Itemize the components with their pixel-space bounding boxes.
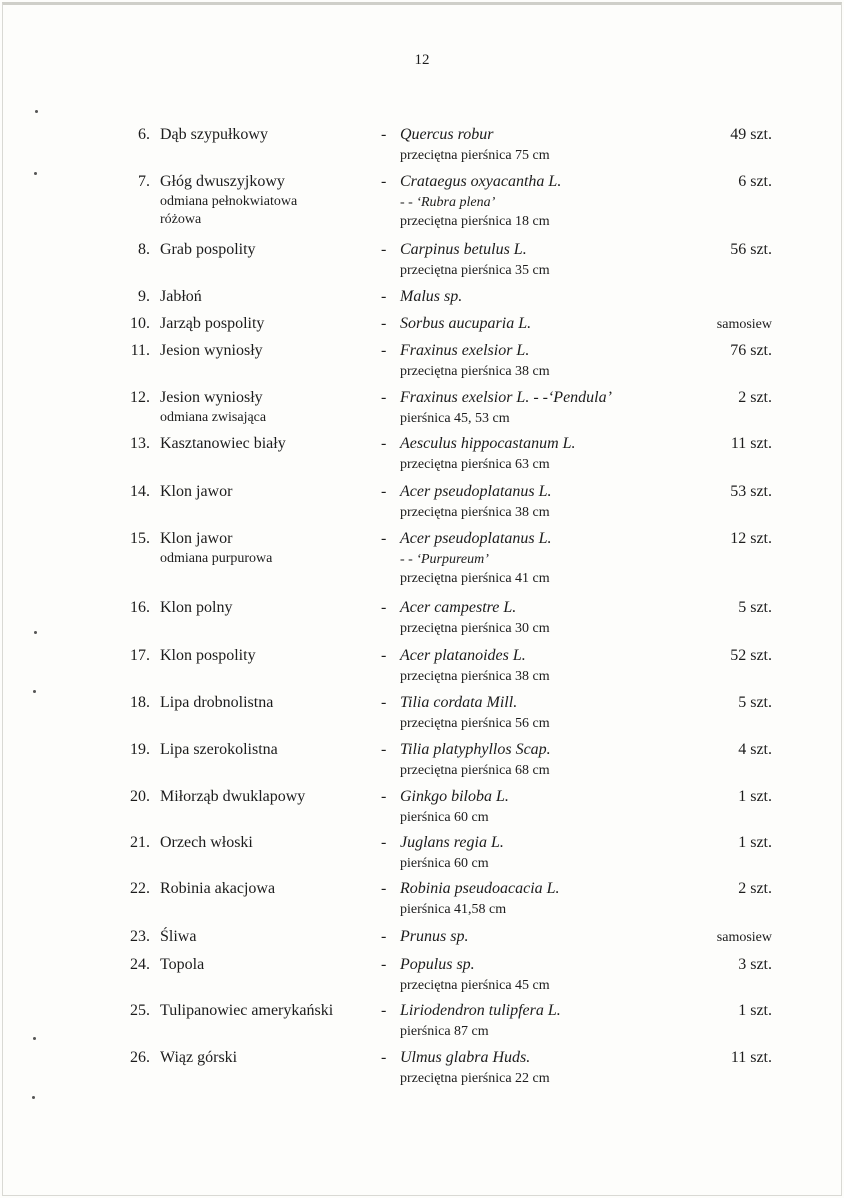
- measurement: pierśnica 45, 53 cm: [400, 410, 510, 426]
- polish-name: [160, 482, 370, 503]
- item-number: 26.: [130, 1049, 150, 1066]
- measurement: przeciętna pierśnica 18 cm: [400, 214, 550, 230]
- latin-name: Fraxinus exelsior L.: [400, 342, 530, 359]
- latin-column: [400, 482, 700, 522]
- count: 1 szt.: [738, 1002, 772, 1019]
- latin-name: Acer campestre L.: [400, 599, 517, 616]
- count: 76 szt.: [730, 342, 772, 359]
- polish-name: [160, 172, 370, 229]
- latin-column: [400, 740, 700, 780]
- separator-dash: -: [381, 694, 387, 711]
- measurement: przeciętna pierśnica 30 cm: [400, 620, 550, 636]
- latin-column: [400, 787, 700, 827]
- count: 5 szt.: [738, 599, 772, 616]
- latin-name: Ginkgo biloba L.: [400, 788, 509, 805]
- item-number: 20.: [130, 788, 150, 805]
- measurement: przeciętna pierśnica 22 cm: [400, 1070, 550, 1086]
- latin-column: [400, 388, 700, 428]
- item-number: 14.: [130, 483, 150, 500]
- polish-name: [160, 646, 370, 667]
- latin-column: [400, 240, 700, 280]
- item-number: 15.: [130, 530, 150, 547]
- latin-name: Quercus robur: [400, 126, 494, 143]
- polish-name: [160, 529, 370, 568]
- count: 5 szt.: [738, 694, 772, 711]
- polish-name-main: Jabłoń: [160, 288, 202, 305]
- polish-name: [160, 287, 370, 308]
- latin-column: [400, 287, 700, 308]
- latin-column: [400, 125, 700, 165]
- polish-name-main: Lipa drobnolistna: [160, 694, 274, 711]
- count: 4 szt.: [738, 741, 772, 758]
- separator-dash: -: [381, 599, 387, 616]
- polish-name: [160, 927, 370, 948]
- latin-name: Tilia cordata Mill.: [400, 694, 518, 711]
- measurement: pierśnica 87 cm: [400, 1023, 489, 1039]
- latin-column: [400, 598, 700, 638]
- count: samosiew: [716, 930, 772, 945]
- item-number: 7.: [138, 173, 150, 190]
- latin-column: [400, 529, 700, 589]
- polish-name-main: Tulipanowiec amerykański: [160, 1002, 334, 1019]
- latin-column: [400, 314, 700, 335]
- item-number: 17.: [130, 647, 150, 664]
- count: 53 szt.: [730, 483, 772, 500]
- count: 56 szt.: [730, 241, 772, 258]
- item-number: 25.: [130, 1002, 150, 1019]
- item-number: 11.: [130, 342, 150, 359]
- separator-dash: -: [381, 1002, 387, 1019]
- cultivar: - - ‘Rubra plena’: [400, 194, 496, 210]
- latin-name: Crataegus oxyacantha L.: [400, 173, 562, 190]
- latin-column: [400, 1001, 700, 1041]
- count: 11 szt.: [730, 1049, 772, 1066]
- item-number: 9.: [138, 288, 150, 305]
- item-number: 10.: [130, 315, 150, 332]
- item-number: 21.: [130, 834, 150, 851]
- polish-name-main: Miłorząb dwuklapowy: [160, 788, 306, 805]
- latin-column: [400, 1048, 700, 1088]
- measurement: przeciętna pierśnica 41 cm: [400, 571, 550, 587]
- latin-column: [400, 879, 700, 919]
- separator-dash: -: [381, 880, 387, 897]
- polish-name: [160, 833, 370, 854]
- polish-name-main: Grab pospolity: [160, 241, 256, 258]
- latin-name: Populus sp.: [400, 956, 475, 973]
- polish-name-main: Jarząb pospolity: [160, 315, 265, 332]
- polish-name: [160, 879, 370, 900]
- latin-name: Acer pseudoplatanus L.: [400, 483, 552, 500]
- polish-name-main: Jesion wyniosły: [160, 389, 263, 406]
- polish-name: [160, 240, 370, 261]
- latin-column: [400, 434, 700, 474]
- latin-column: [400, 927, 700, 948]
- latin-column: [400, 646, 700, 686]
- latin-name: Fraxinus exelsior L. - -‘Pendula’: [400, 389, 612, 406]
- measurement: przeciętna pierśnica 63 cm: [400, 456, 550, 472]
- measurement: pierśnica 60 cm: [400, 809, 489, 825]
- separator-dash: -: [381, 647, 387, 664]
- scan-speck: [34, 631, 37, 634]
- separator-dash: -: [381, 241, 387, 258]
- polish-name-main: Wiąz górski: [160, 1049, 238, 1066]
- separator-dash: -: [381, 834, 387, 851]
- latin-name: Carpinus betulus L.: [400, 241, 527, 258]
- polish-name: [160, 955, 370, 976]
- separator-dash: -: [381, 741, 387, 758]
- count: 52 szt.: [730, 647, 772, 664]
- separator-dash: -: [381, 788, 387, 805]
- latin-column: [400, 341, 700, 381]
- separator-dash: -: [381, 435, 387, 452]
- scan-speck: [33, 690, 36, 693]
- polish-name-sub: odmiana zwisająca: [160, 409, 267, 425]
- item-number: 6.: [138, 126, 150, 143]
- latin-name: Sorbus aucuparia L.: [400, 315, 532, 332]
- polish-name: [160, 341, 370, 362]
- separator-dash: -: [381, 928, 387, 945]
- polish-name-main: Śliwa: [160, 928, 197, 945]
- item-number: 8.: [138, 241, 150, 258]
- count: 11 szt.: [730, 435, 772, 452]
- scan-speck: [32, 1096, 35, 1099]
- polish-name: [160, 434, 370, 455]
- polish-name: [160, 740, 370, 761]
- latin-name: Prunus sp.: [400, 928, 469, 945]
- latin-name: Tilia platyphyllos Scap.: [400, 741, 551, 758]
- polish-name-main: Klon jawor: [160, 483, 233, 500]
- item-number: 13.: [130, 435, 150, 452]
- polish-name: [160, 314, 370, 335]
- separator-dash: -: [381, 315, 387, 332]
- polish-name: [160, 1001, 390, 1022]
- measurement: pierśnica 41,58 cm: [400, 901, 507, 917]
- measurement: przeciętna pierśnica 68 cm: [400, 762, 550, 778]
- measurement: przeciętna pierśnica 38 cm: [400, 363, 550, 379]
- item-number: 19.: [130, 741, 150, 758]
- latin-column: [400, 693, 700, 733]
- measurement: przeciętna pierśnica 38 cm: [400, 504, 550, 520]
- polish-name: [160, 1048, 370, 1069]
- separator-dash: -: [381, 483, 387, 500]
- count: 1 szt.: [738, 788, 772, 805]
- separator-dash: -: [381, 173, 387, 190]
- item-number: 24.: [130, 956, 150, 973]
- separator-dash: -: [381, 530, 387, 547]
- measurement: przeciętna pierśnica 35 cm: [400, 262, 550, 278]
- scan-speck: [34, 172, 37, 175]
- latin-name: Liriodendron tulipfera L.: [400, 1002, 561, 1019]
- separator-dash: -: [381, 342, 387, 359]
- measurement: przeciętna pierśnica 38 cm: [400, 668, 550, 684]
- latin-column: [400, 833, 700, 873]
- item-number: 12.: [130, 389, 150, 406]
- polish-name-main: Kasztanowiec biały: [160, 435, 286, 452]
- measurement: przeciętna pierśnica 56 cm: [400, 715, 550, 731]
- measurement: przeciętna pierśnica 45 cm: [400, 977, 550, 993]
- separator-dash: -: [381, 389, 387, 406]
- polish-name-main: Lipa szerokolistna: [160, 741, 278, 758]
- count: 2 szt.: [738, 389, 772, 406]
- polish-name-sub: odmiana pełnokwiatowa różowa: [160, 193, 298, 227]
- separator-dash: -: [381, 956, 387, 973]
- latin-column: [400, 955, 700, 995]
- latin-name: Acer pseudoplatanus L.: [400, 530, 552, 547]
- polish-name-main: Orzech włoski: [160, 834, 253, 851]
- latin-name: Juglans regia L.: [400, 834, 504, 851]
- separator-dash: -: [381, 126, 387, 143]
- polish-name-main: Klon pospolity: [160, 647, 256, 664]
- polish-name-sub: odmiana purpurowa: [160, 550, 273, 566]
- count: 3 szt.: [738, 956, 772, 973]
- item-number: 22.: [130, 880, 150, 897]
- polish-name: [160, 125, 370, 146]
- item-number: 16.: [130, 599, 150, 616]
- polish-name-main: Głóg dwuszyjkowy: [160, 173, 285, 190]
- separator-dash: -: [381, 1049, 387, 1066]
- polish-name: [160, 787, 370, 808]
- polish-name: [160, 693, 370, 714]
- page-number: 12: [414, 52, 430, 68]
- count: 49 szt.: [730, 126, 772, 143]
- item-number: 18.: [130, 694, 150, 711]
- latin-name: Malus sp.: [400, 288, 463, 305]
- count: 12 szt.: [730, 530, 772, 547]
- measurement: przeciętna pierśnica 75 cm: [400, 147, 550, 163]
- polish-name-main: Klon polny: [160, 599, 233, 616]
- polish-name-main: Jesion wyniosły: [160, 342, 263, 359]
- scan-speck: [35, 110, 38, 113]
- count: 6 szt.: [738, 173, 772, 190]
- polish-name-main: Topola: [160, 956, 205, 973]
- latin-name: Robinia pseudoacacia L.: [400, 880, 560, 897]
- polish-name-main: Dąb szypułkowy: [160, 126, 268, 143]
- separator-dash: -: [381, 288, 387, 305]
- measurement: pierśnica 60 cm: [400, 855, 489, 871]
- scan-speck: [33, 1037, 36, 1040]
- latin-name: Ulmus glabra Huds.: [400, 1049, 531, 1066]
- polish-name-main: Robinia akacjowa: [160, 880, 276, 897]
- polish-name-main: Klon jawor: [160, 530, 233, 547]
- latin-column: [400, 172, 700, 232]
- item-number: 23.: [130, 928, 150, 945]
- count: 2 szt.: [738, 880, 772, 897]
- polish-name: [160, 388, 370, 427]
- count: 1 szt.: [738, 834, 772, 851]
- polish-name: [160, 598, 370, 619]
- latin-name: Aesculus hippocastanum L.: [400, 435, 576, 452]
- latin-name: Acer platanoides L.: [400, 647, 526, 664]
- count: samosiew: [716, 317, 772, 332]
- cultivar: - - ‘Purpureum’: [400, 551, 489, 567]
